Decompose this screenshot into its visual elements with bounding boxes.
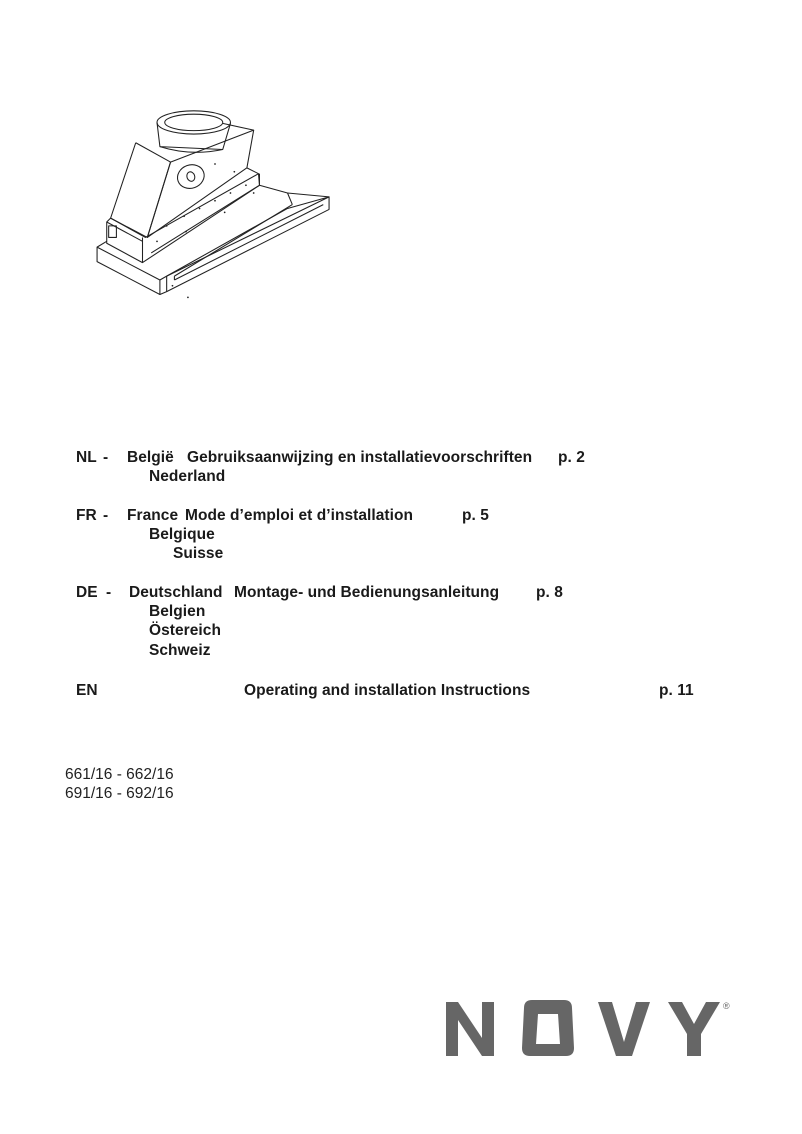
model-line: 691/16 - 692/16 (65, 785, 174, 802)
country-label: France (127, 507, 179, 524)
separator: - (103, 449, 109, 466)
page-ref-en: p. 11 (659, 682, 694, 699)
country-label: Belgien (149, 603, 206, 620)
separator: - (103, 507, 109, 524)
page-ref-nl: p. 2 (558, 449, 585, 466)
country-label: Schweiz (149, 642, 211, 659)
section-title-de: Montage- und Bedienungsanleitung (234, 584, 500, 601)
lang-code-nl: NL (76, 449, 97, 466)
country-label: Deutschland (129, 584, 223, 601)
range-hood-illustration (70, 95, 360, 320)
country-label: Nederland (149, 468, 226, 485)
page-ref-fr: p. 5 (462, 507, 489, 524)
model-line: 661/16 - 662/16 (65, 766, 174, 783)
country-label: Suisse (173, 545, 224, 562)
page-ref-de: p. 8 (536, 584, 563, 601)
separator: - (106, 584, 112, 601)
section-title-fr: Mode d’emploi et d’installation (185, 507, 414, 524)
country-label: Östereich (149, 622, 221, 639)
novy-logo (446, 998, 731, 1060)
section-title-nl: Gebruiksaanwijzing en installatievoorschriften (187, 449, 533, 466)
lang-code-fr: FR (76, 507, 97, 524)
registered-mark: ® (723, 1001, 730, 1011)
lang-code-de: DE (76, 584, 98, 601)
section-title-en: Operating and installation Instructions (244, 682, 531, 699)
model-numbers (65, 765, 174, 803)
country-label: Belgique (149, 526, 215, 543)
lang-code-en: EN (76, 682, 98, 699)
country-label: België (127, 449, 174, 466)
